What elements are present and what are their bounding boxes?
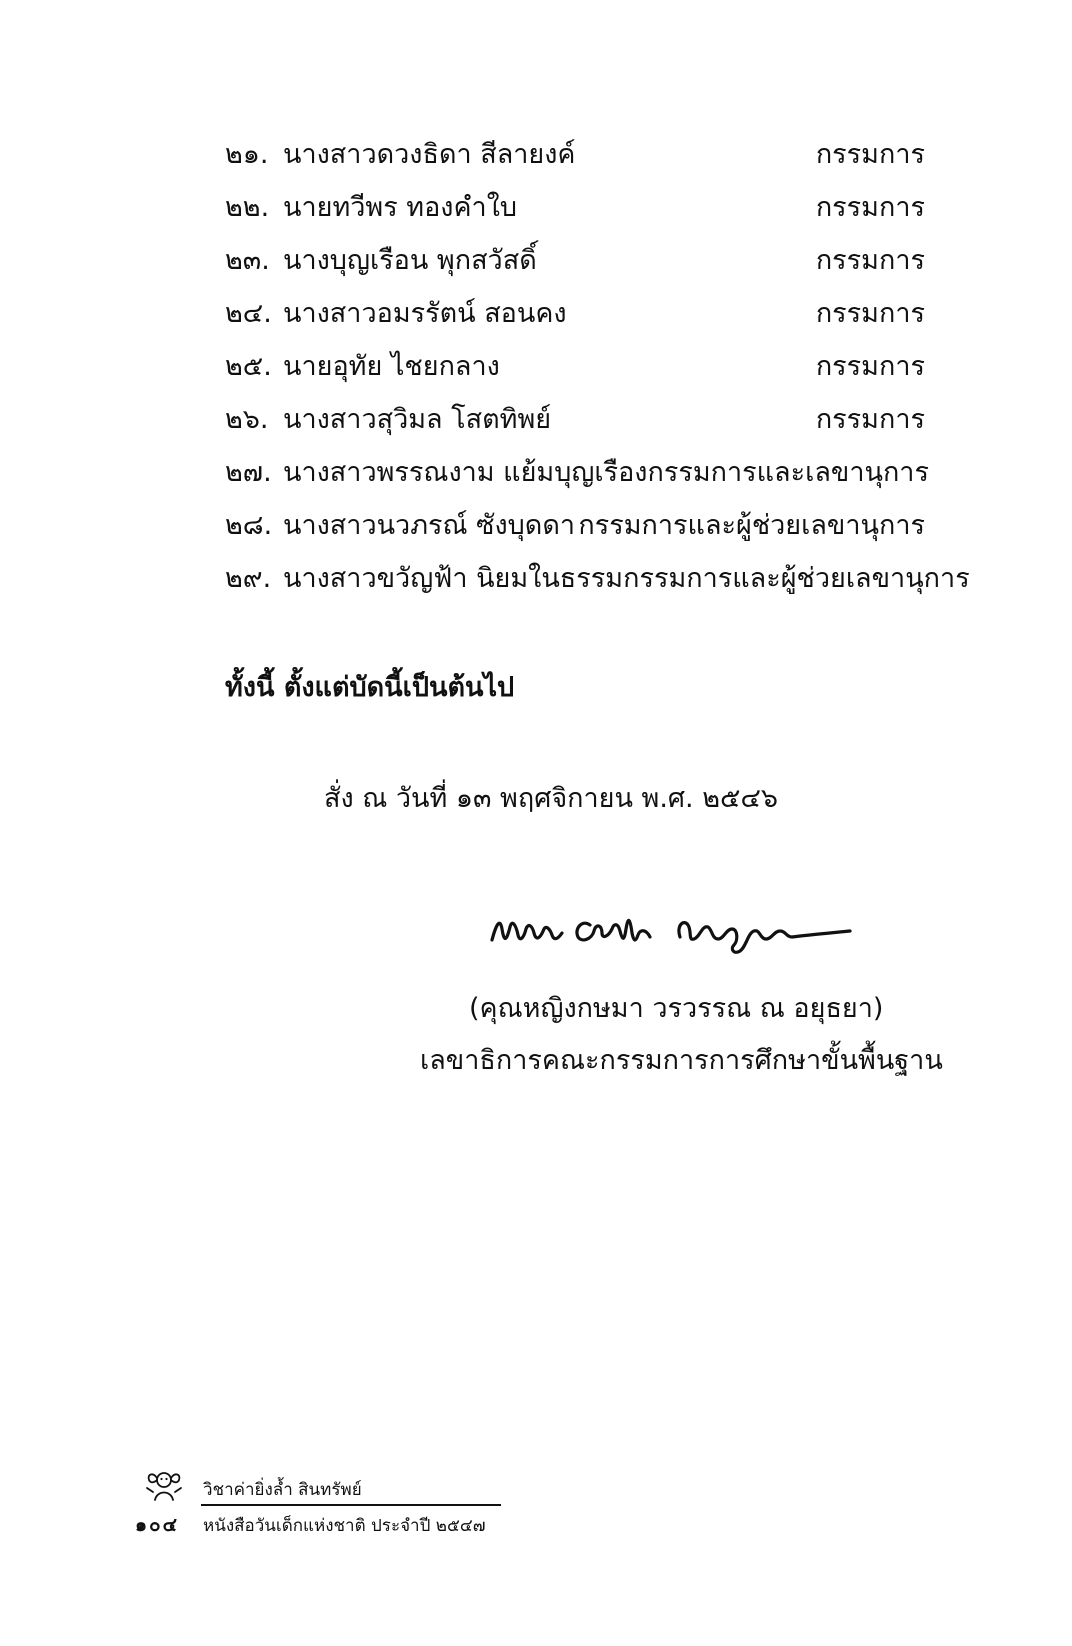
member-row — [225, 446, 929, 499]
member-name: นายอุทัย ไชยกลาง — [283, 351, 500, 382]
member-name: นางสาวพรรณงาม แย้มบุญเรือง — [283, 457, 648, 488]
member-role: กรรมการ — [815, 245, 925, 276]
member-list — [225, 128, 970, 605]
order-date: สั่ง ณ วันที่ ๑๓ พฤศจิกายน พ.ศ. ๒๕๔๖ — [324, 783, 779, 814]
member-number: ๒๙. — [225, 563, 272, 594]
footer-book-title: หนังสือวันเด็กแห่งชาติ ประจำปี ๒๕๔๗ — [203, 1516, 486, 1536]
member-info — [225, 234, 537, 287]
member-name: นางสาวสุวิมล โสตทิพย์ — [283, 404, 552, 435]
closing-statement: ทั้งนี้ ตั้งแต่บัดนี้เป็นต้นไป — [225, 672, 515, 703]
member-info — [225, 287, 567, 340]
member-number: ๒๘. — [225, 510, 273, 541]
member-name: นางสาวขวัญฟ้า นิยมในธรรม — [283, 563, 624, 594]
member-info — [225, 128, 576, 181]
member-row — [225, 128, 925, 181]
member-info — [225, 499, 575, 552]
handwritten-signature — [490, 895, 890, 965]
member-row — [225, 287, 925, 340]
member-info — [225, 552, 623, 605]
member-name: นางสาวนวภรณ์ ซังบุดดา — [283, 510, 576, 541]
member-name: นางสาวดวงธิดา สีลายงค์ — [283, 139, 576, 170]
member-number: ๒๑. — [225, 139, 269, 170]
member-row — [225, 393, 925, 446]
member-role: กรรมการ — [815, 404, 925, 435]
member-role: กรรมการ — [815, 192, 925, 223]
page-footer — [135, 1470, 505, 1540]
member-row — [225, 499, 925, 552]
member-name: นางบุญเรือน พุกสวัสดิ์ — [283, 245, 537, 276]
member-info — [225, 393, 551, 446]
member-info — [225, 340, 500, 393]
member-number: ๒๕. — [225, 351, 272, 382]
member-row — [225, 552, 970, 605]
member-role: กรรมการ — [815, 298, 925, 329]
member-role: กรรมการ — [815, 351, 925, 382]
member-number: ๒๗. — [225, 457, 272, 488]
footer-divider — [201, 1504, 501, 1506]
signer-position: เลขาธิการคณะกรรมการการศึกษาขั้นพื้นฐาน — [420, 1045, 943, 1076]
member-name: นางสาวอมรรัตน์ สอนคง — [283, 298, 567, 329]
footer-slogan: วิชาค่ายิ่งล้ำ สินทรัพย์ — [203, 1480, 362, 1500]
member-row — [225, 340, 925, 393]
member-info — [225, 446, 647, 499]
member-role: กรรมการและผู้ช่วยเลขานุการ — [578, 510, 925, 541]
member-role: กรรมการและผู้ช่วยเลขานุการ — [623, 563, 970, 594]
member-number: ๒๔. — [225, 298, 272, 329]
signer-name: (คุณหญิงกษมา วรวรรณ ณ อยุธยา) — [469, 993, 884, 1024]
member-role: กรรมการและเลขานุการ — [647, 457, 929, 488]
member-row — [225, 181, 925, 234]
member-number: ๒๖. — [225, 404, 269, 435]
member-name: นายทวีพร ทองคำใบ — [283, 192, 518, 223]
member-info — [225, 181, 517, 234]
member-number: ๒๒. — [225, 192, 270, 223]
page-number: ๑๐๔ — [135, 1514, 180, 1536]
member-role: กรรมการ — [815, 139, 925, 170]
member-row — [225, 234, 925, 287]
member-number: ๒๓. — [225, 245, 270, 276]
child-mascot-icon — [143, 1470, 185, 1504]
